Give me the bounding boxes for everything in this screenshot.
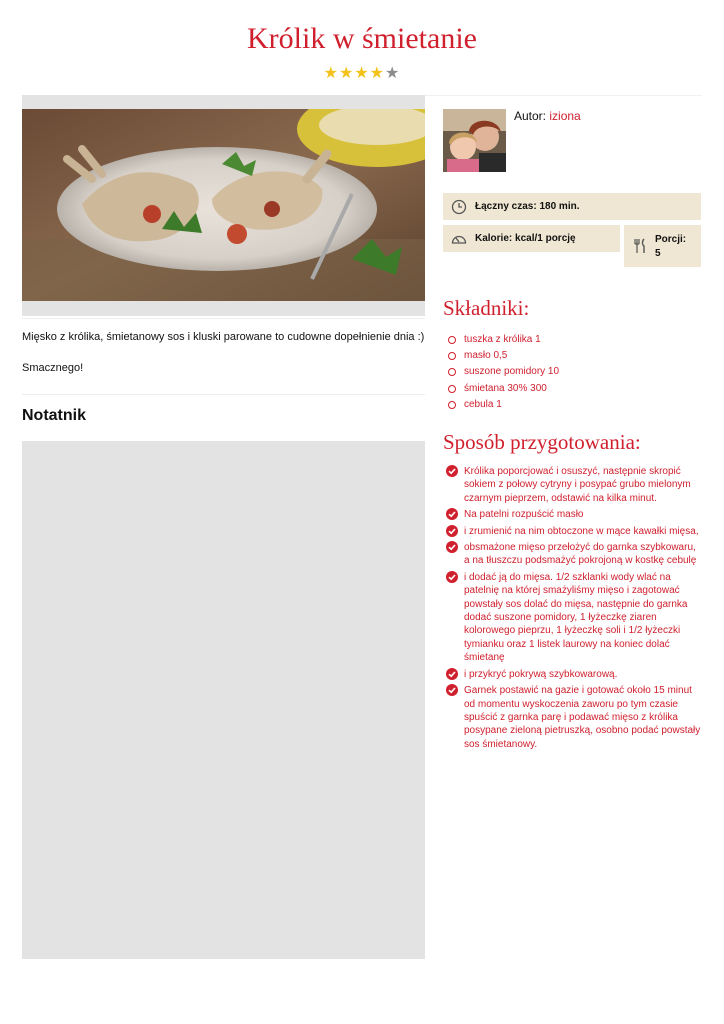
step-text: i zrumienić na nim obtoczone w mące kawałki mięsa, [464, 525, 699, 537]
step-item [446, 684, 704, 751]
notes-area[interactable] [22, 441, 425, 959]
calories-box [443, 225, 620, 252]
check-circle-icon [446, 525, 458, 537]
calories: Kalorie: kcal/1 porcję [475, 233, 576, 244]
ingredient-item [448, 399, 559, 415]
rating-stars [0, 63, 724, 83]
star-filled-icon[interactable]: ★ [354, 65, 370, 82]
author-avatar [443, 109, 506, 172]
step-text: obsmażone mięso przełożyć do garnka szybkowaru, a na tłuszczu podsmażyć pokrojoną w kostkę cebulę [464, 542, 697, 567]
author [514, 109, 581, 123]
steps-list [446, 465, 704, 754]
step-item [446, 465, 704, 505]
portions-value: 5 [655, 248, 661, 259]
ingredient-item [448, 366, 559, 382]
circle-bullet-icon [448, 352, 456, 360]
circle-bullet-icon [448, 336, 456, 344]
circle-bullet-icon [448, 385, 456, 393]
ingredient-label: cebula 1 [464, 398, 502, 410]
circle-bullet-icon [448, 368, 456, 376]
star-filled-icon[interactable]: ★ [323, 65, 339, 82]
step-item [446, 571, 704, 665]
check-circle-icon [446, 465, 458, 477]
check-circle-icon [446, 668, 458, 680]
ingredient-item [448, 383, 559, 399]
star-filled-icon[interactable]: ★ [338, 65, 355, 82]
total-time: Łączny czas: 180 min. [475, 201, 580, 212]
star-empty-icon[interactable]: ★ [385, 65, 401, 82]
circle-bullet-icon [448, 401, 456, 409]
fork-knife-icon [632, 238, 648, 254]
total-time-box [443, 193, 701, 220]
step-item [446, 525, 704, 538]
step-text: Na patelni rozpuścić masło [464, 509, 584, 521]
check-circle-icon [446, 571, 458, 583]
step-text: Królika poporcjować i osuszyć, następnie skropić sokiem z połowy cytryny i posypać grubo mielonym czarnym pieprzem, odstawić na kilka minut. [464, 466, 691, 504]
check-circle-icon [446, 508, 458, 520]
author-name-link[interactable]: iziona [549, 109, 581, 123]
step-item [446, 508, 704, 521]
check-circle-icon [446, 684, 458, 696]
notes-title: Notatnik [22, 407, 86, 424]
recipe-description: Mięsko z królika, śmietanowy sos i kluski parowane to cudowne dopełnienie dnia :) [22, 331, 425, 343]
step-item [446, 668, 704, 681]
check-circle-icon [446, 541, 458, 553]
ingredients-title: Składniki: [443, 296, 530, 320]
step-text: i przykryć pokrywą szybkowarową. [464, 668, 618, 680]
recipe-photo [22, 109, 425, 301]
step-text: i dodać ją do mięsa. 1/2 szklanki wody wlać na patelnię na której smażyliśmy mięso i zagotować powstały sos dolać do mięsa, następnie do garnka dodać suszone pomidory, 1 łyżeczkę ziaren kolorowego pieprzu, 1 łyżeczkę soli i 1/2 łyżeczki tymianku oraz 1 listek laurowy na koniec dolać śmietanę [464, 571, 688, 664]
author-label: Autor: [514, 109, 550, 123]
clock-icon [451, 199, 467, 215]
star-filled-icon[interactable]: ★ [369, 65, 386, 82]
ingredient-item [448, 334, 559, 350]
ingredient-label: suszone pomidory 10 [464, 366, 560, 378]
step-item [446, 541, 704, 568]
ingredient-label: śmietana 30% 300 [464, 382, 547, 394]
ingredient-label: tuszka z królika 1 [464, 334, 541, 345]
ingredients-list [448, 334, 559, 415]
recipe-title: Królik w śmietanie [247, 22, 477, 55]
ingredient-label: masło 0,5 [464, 350, 508, 362]
ingredient-item [448, 350, 559, 366]
step-text: Garnek postawić na gazie i gotować około 15 minut od momentu wyskoczenia zaworu po tym czasie spuścić z garnka parę i podawać mięso z królika posypane zieloną pietruszką, osobno podać powstały sos śmietanowy. [464, 685, 701, 750]
recipe-closing: Smacznego! [22, 362, 84, 374]
description-box [22, 318, 425, 395]
gauge-icon [451, 231, 467, 247]
steps-title: Sposób przygotowania: [443, 430, 641, 454]
portions-label: Porcji: [655, 234, 687, 245]
portions-box [624, 225, 701, 267]
